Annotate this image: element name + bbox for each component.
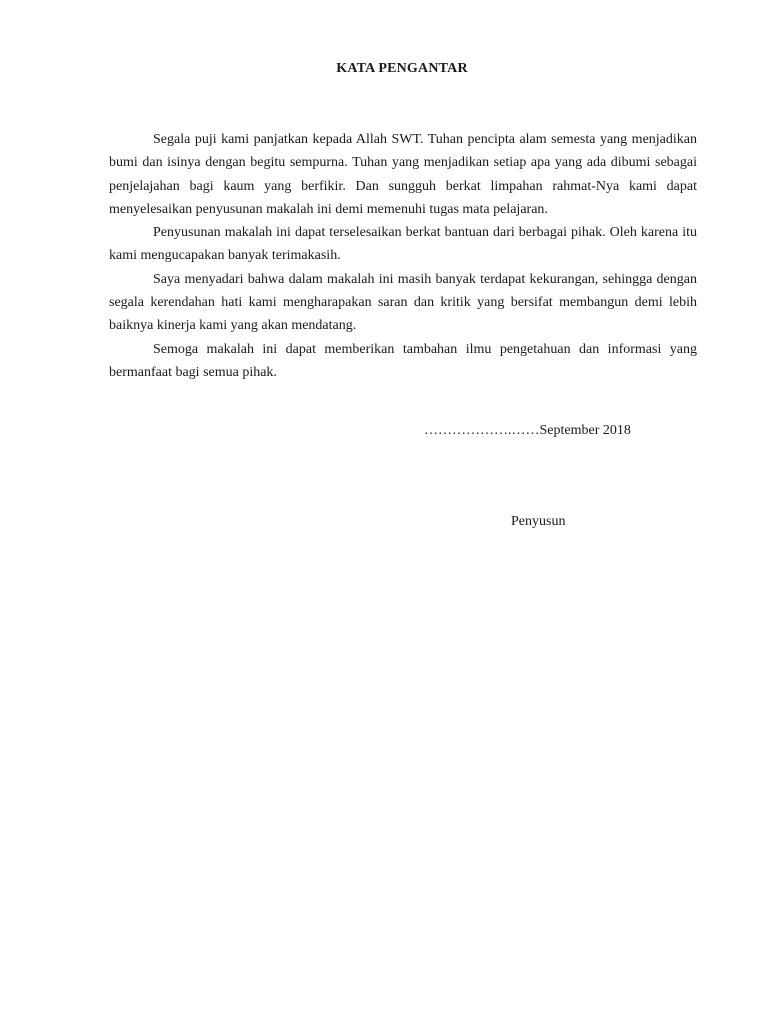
paragraph: Semoga makalah ini dapat memberikan tambahan ilmu pengetahuan dan informasi yang bermanfaat bagi semua pihak. <box>109 341 697 380</box>
paragraph: Segala puji kami panjatkan kepada Allah SWT. Tuhan pencipta alam semesta yang menjadikan bumi dan isinya dengan begitu sempurna. Tuhan yang menjadikan setiap apa yang ada dibumi sebagai penjelajahan bagi kaum yang berfikir. Dan sungguh berkat limpahan rahmat-Nya kami dapat menyelesaikan penyusunan makalah ini demi memenuhi tugas mata pelajaran. <box>109 132 697 217</box>
paragraph: Saya menyadari bahwa dalam makalah ini masih banyak terdapat kekurangan, sehingga dengan segala kerendahan hati kami mengharapakan saran dan kritik yang bersifat membangun demi lebih baiknya kinerja kami yang akan mendatang. <box>109 271 697 334</box>
body-text <box>109 128 697 384</box>
author-signature: Penyusun <box>511 514 566 529</box>
paragraph: Penyusunan makalah ini dapat terselesaikan berkat bantuan dari berbagai pihak. Oleh karena itu kami mengucapakan banyak terimakasih. <box>109 225 697 264</box>
page-title: KATA PENGANTAR <box>336 61 468 76</box>
date-line: ……………….……September 2018 <box>424 423 631 438</box>
